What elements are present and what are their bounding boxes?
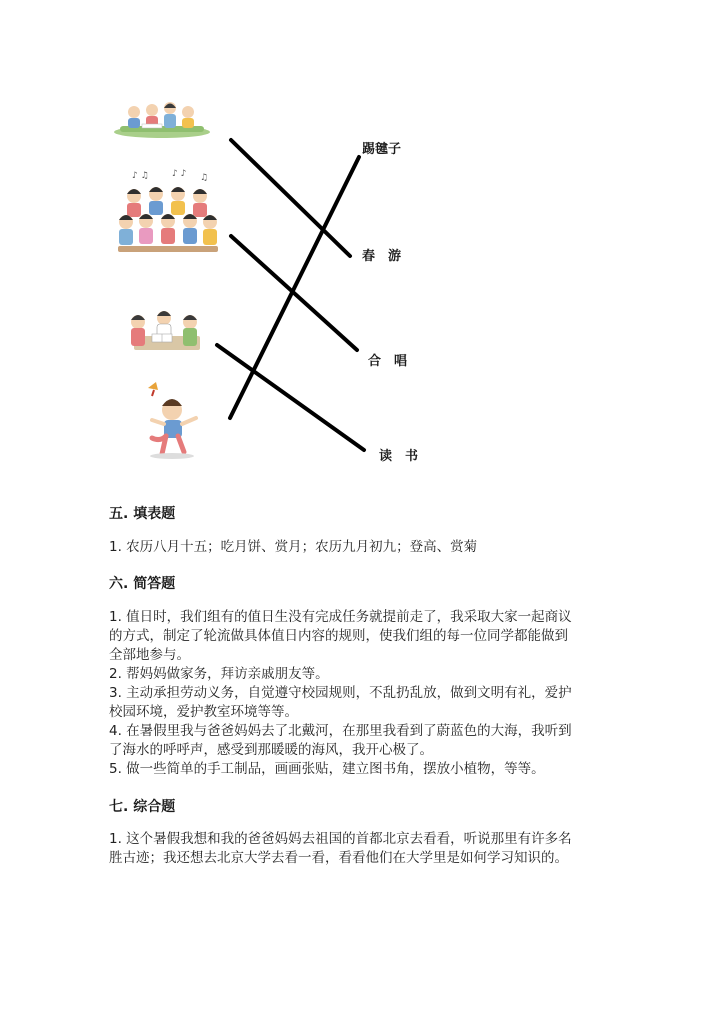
section-6-answer-2: 2. 帮妈妈做家务，拜访亲戚朋友等。	[109, 666, 329, 682]
answer-line: 3. 主动承担劳动义务，自觉遵守校园规则，不乱扔乱放，做到文明有礼，爱护	[109, 685, 572, 701]
label-hechang: 合 唱	[368, 354, 408, 369]
section-6-answer-4	[109, 722, 609, 760]
line-picnic-to-chunyou	[231, 140, 350, 256]
answer-line: 全部地参与。	[109, 647, 190, 663]
line-shuttlecock-to-tijianzi	[230, 157, 359, 418]
section-6-answer-3	[109, 684, 609, 722]
answer-line: 1. 值日时，我们组有的值日生没有完成任务就提前走了，我采取大家一起商议	[109, 609, 572, 625]
matching-exercise	[0, 0, 720, 490]
section-7-heading: 七. 综合题	[109, 799, 176, 815]
answer-line: 了海水的呼呼声，感受到那暖暖的海风，我开心极了。	[109, 742, 433, 758]
section-6-answer-1	[109, 608, 609, 665]
answer-line: 1. 这个暑假我想和我的爸爸妈妈去祖国的首都北京去看看，听说那里有许多名	[109, 831, 572, 847]
answer-lines	[0, 0, 720, 490]
svg-text:♪ ♫: ♪ ♫	[132, 171, 149, 181]
label-tijianzi: 踢毽子	[362, 142, 402, 157]
section-6-heading: 六. 简答题	[109, 576, 176, 592]
label-dushu: 读 书	[379, 449, 419, 464]
label-chunyou: 春 游	[362, 249, 402, 264]
answer-line: 校园环境，爱护教室环境等等。	[109, 704, 298, 720]
answer-line: 的方式，制定了轮流做具体值日内容的规则，使我们组的每一位同学都能做到	[109, 628, 568, 644]
section-5-heading: 五. 填表题	[109, 506, 176, 522]
answer-line: 4. 在暑假里我与爸爸妈妈去了北戴河，在那里我看到了蔚蓝色的大海，我听到	[109, 723, 572, 739]
section-7-answer-1	[109, 830, 609, 868]
answer-line: 胜古迹；我还想去北京大学去看一看，看看他们在大学里是如何学习知识的。	[109, 850, 568, 866]
svg-text:♫: ♫	[200, 173, 209, 183]
section-5-answer-1: 1. 农历八月十五；吃月饼、赏月；农历九月初九；登高、赏菊	[109, 539, 478, 555]
svg-text:♪ ♪: ♪ ♪	[172, 169, 187, 179]
section-6-answer-5: 5. 做一些简单的手工制品，画画张贴，建立图书角，摆放小植物，等等。	[109, 761, 545, 777]
